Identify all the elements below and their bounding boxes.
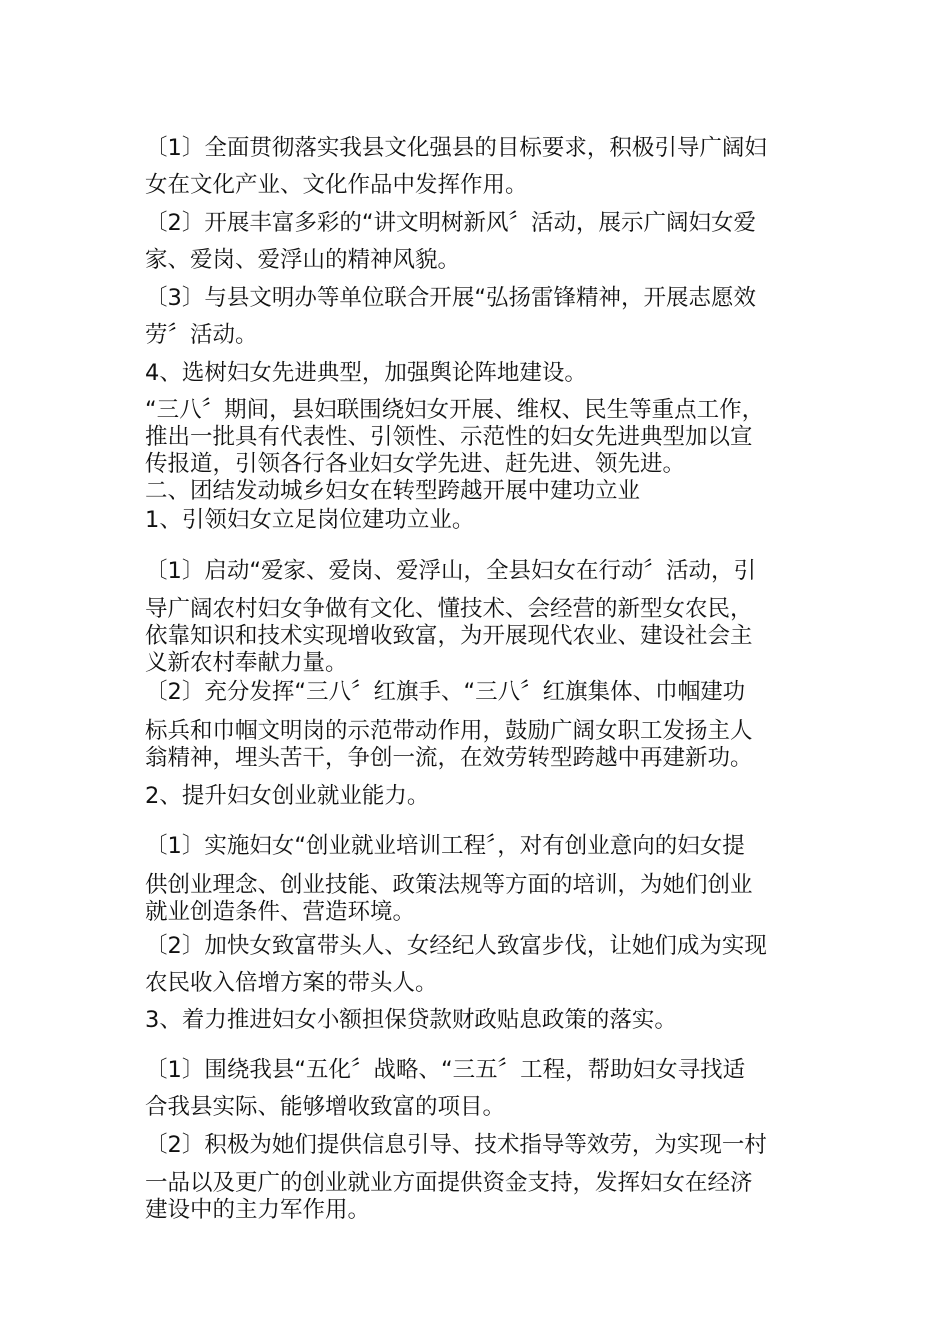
text-line: 推出一批具有代表性、引领性、示范性的妇女先进典型加以宣 <box>145 424 753 450</box>
text-line: 家、爱岗、爱浮山的精神风貌。 <box>145 247 461 273</box>
paragraph-item-1-cont <box>145 596 825 677</box>
text-line: 传报道，引领各行各业妇女学先进、赶先进、领先进。 <box>145 451 686 477</box>
text-line: 女在文化产业、文化作品中发挥作用。 <box>145 172 528 198</box>
text-line: 〔1〕启动“爱家、爱岗、爱浮山，全县妇女在行动〞活动，引 <box>145 558 756 584</box>
text-line: 〔1〕围绕我县“五化〞战略、“三五〞工程，帮助妇女寻找适 <box>145 1057 746 1083</box>
text-line: 义新农村奉献力量。 <box>145 650 348 676</box>
text-line: 2、提升妇女创业就业能力。 <box>145 783 430 809</box>
paragraph-funding-cont <box>145 1170 825 1224</box>
subheading-1 <box>145 502 825 539</box>
paragraph-1 <box>145 130 825 204</box>
text-line: 〔2〕开展丰富多彩的“讲文明树新风〞活动，展示广阔妇女爱 <box>145 210 756 236</box>
text-line: 导广阔农村妇女争做有文化、懂技术、会经营的新型女农民， <box>145 596 753 622</box>
text-line: 一品以及更广的创业就业方面提供资金支持，发挥妇女在经济 <box>145 1170 753 1196</box>
text-line: 1、引领妇女立足岗位建功立业。 <box>145 507 475 533</box>
paragraph-3 <box>145 280 825 354</box>
text-line: 〔3〕与县文明办等单位联合开展“弘扬雷锋精神，开展志愿效 <box>145 285 756 311</box>
text-line: “三八〞期间，县妇联围绕妇女开展、维权、民生等重点工作， <box>145 397 765 423</box>
text-line: 〔2〕加快女致富带头人、女经纪人致富步伐，让她们成为实现 <box>145 933 767 959</box>
section-heading-4 <box>145 355 825 392</box>
subheading-2 <box>145 778 825 815</box>
text-line: 建设中的主力军作用。 <box>145 1197 371 1223</box>
paragraph-item-1-start <box>145 553 825 590</box>
text-line: 合我县实际、能够增收致富的项目。 <box>145 1094 506 1120</box>
section-heading-two: 二、团结发动城乡妇女在转型跨越开展中建功立业 <box>145 478 641 504</box>
text-line: 〔1〕全面贯彻落实我县文化强县的目标要求，积极引导广阔妇 <box>145 135 767 161</box>
paragraph-women-models <box>145 397 825 505</box>
paragraph-training-start <box>145 828 825 865</box>
text-line: 标兵和巾帼文明岗的示范带动作用，鼓励广阔女职工发扬主人 <box>145 718 753 744</box>
text-line: 〔2〕积极为她们提供信息引导、技术指导等效劳，为实现一村 <box>145 1132 767 1158</box>
text-line: 供创业理念、创业技能、政策法规等方面的培训，为她们创业 <box>145 872 753 898</box>
paragraph-leaders <box>145 928 825 1002</box>
text-line: 农民收入倍增方案的带头人。 <box>145 970 438 996</box>
text-line: 翁精神，埋头苦干，争创一流，在效劳转型跨越中再建新功。 <box>145 745 753 771</box>
paragraph-funding-start <box>145 1127 825 1164</box>
text-line: 〔2〕充分发挥“三八〞红旗手、“三八〞红旗集体、巾帼建功 <box>145 679 746 705</box>
text-line: 〔1〕实施妇女“创业就业培训工程〞，对有创业意向的妇女提 <box>145 833 745 859</box>
paragraph-projects <box>145 1052 825 1126</box>
subheading-3 <box>145 1002 825 1039</box>
text-line: 就业创造条件、营造环境。 <box>145 899 416 925</box>
text-line: 4、选树妇女先进典型，加强舆论阵地建设。 <box>145 360 587 386</box>
text-line: 依靠知识和技术实现增收致富，为开展现代农业、建设社会主 <box>145 623 753 649</box>
paragraph-item-2-cont <box>145 718 825 772</box>
text-line: 劳〞活动。 <box>145 322 258 348</box>
paragraph-training-cont <box>145 872 825 926</box>
paragraph-2 <box>145 205 825 279</box>
paragraph-item-2-start <box>145 674 825 711</box>
text-line: 3、着力推进妇女小额担保贷款财政贴息政策的落实。 <box>145 1007 677 1033</box>
